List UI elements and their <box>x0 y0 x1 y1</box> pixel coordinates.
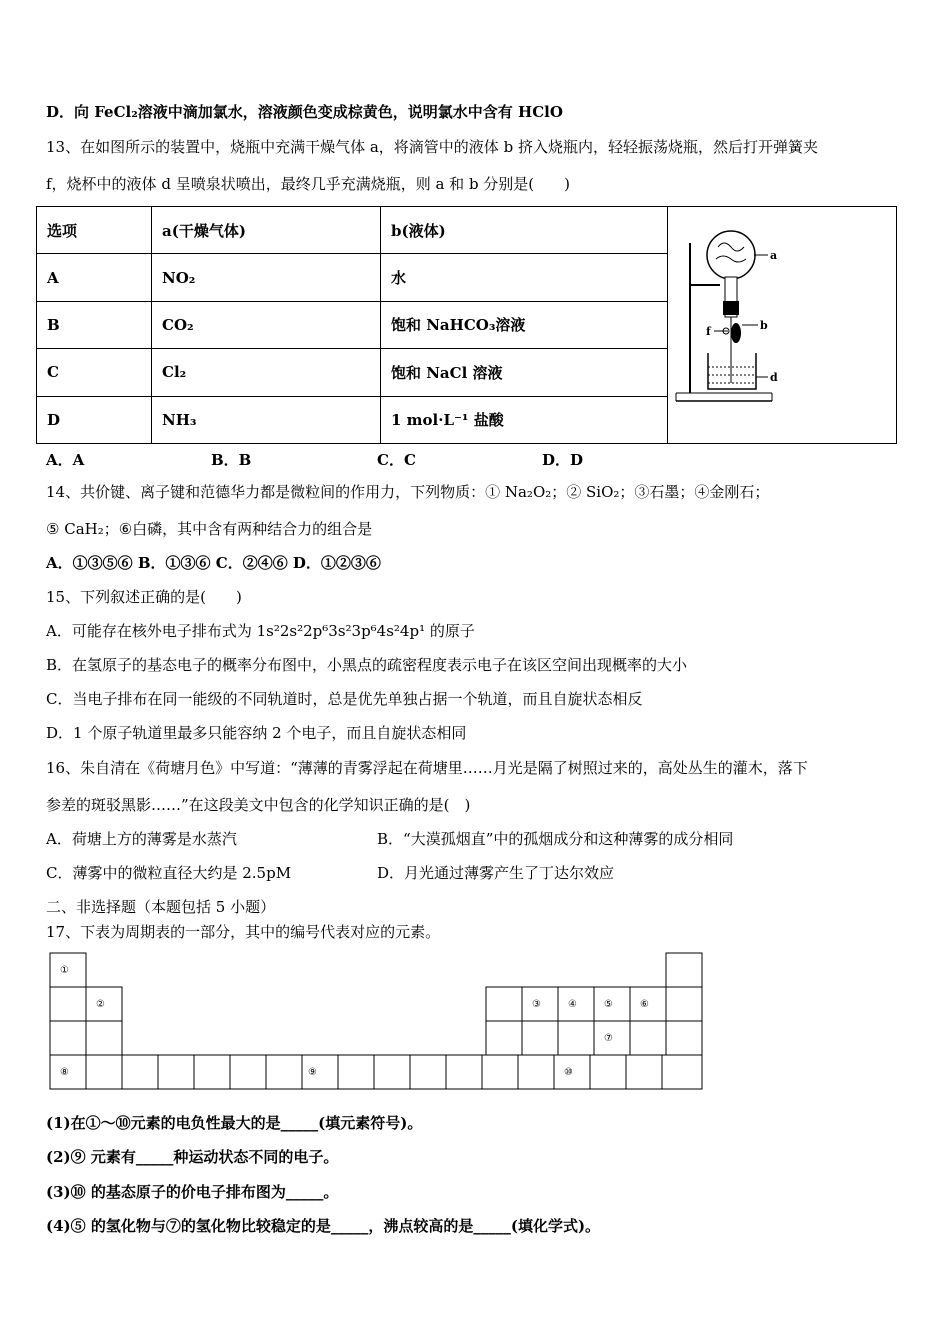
row-a-liquid: 水 <box>381 254 668 301</box>
q13-stem-line1: 13、在如图所示的装置中，烧瓶中充满干燥气体 a，将滴管中的液体 b 挤入烧瓶内，轻轻振荡烧瓶，然后打开弹簧夹 <box>46 138 818 156</box>
header-gas: a(干燥气体) <box>152 207 381 254</box>
element-mark-8: ⑧ <box>60 1067 69 1078</box>
q16-stem-line1: 16、朱自清在《荷塘月色》中写道：“薄薄的青雾浮起在荷塘里……月光是隔了树照过来的，高处丛生的灌木，落下 <box>46 759 808 777</box>
q17-part-4: (4)⑤ 的氢化物与⑦的氢化物比较稳定的是_____，沸点较高的是_____(填化学式)。 <box>46 1217 601 1235</box>
q17-part-1: (1)在①～⑩元素的电负性最大的是_____(填元素符号)。 <box>46 1114 423 1132</box>
q16-option-c: C．薄雾中的微粒直径大约是 2.5pM <box>46 864 292 882</box>
element-mark-6: ⑥ <box>640 999 649 1010</box>
q16-option-a: A．荷塘上方的薄雾是水蒸汽 <box>46 830 237 848</box>
periodic-table-fragment <box>48 951 704 1092</box>
header-liquid: b(液体) <box>381 207 668 254</box>
q15-option-c: C．当电子排布在同一能级的不同轨道时，总是优先单独占据一个轨道，而且自旋状态相反 <box>46 690 643 708</box>
row-a-gas: NO₂ <box>152 254 381 301</box>
element-mark-10: ⑩ <box>564 1067 573 1078</box>
q14-options: A．①③⑤⑥ B．①③⑥ C．②④⑥ D．①②③⑥ <box>46 554 381 572</box>
q17-part-3: (3)⑩ 的基态原子的价电子排布图为_____。 <box>46 1183 339 1201</box>
figure-label-a: a <box>770 249 778 262</box>
q13-stem-line2: f，烧杯中的液体 d 呈喷泉状喷出，最终几乎充满烧瓶，则 a 和 b 分别是( ) <box>46 175 571 193</box>
figure-label-d: d <box>770 371 778 384</box>
row-c-liquid: 饱和 NaCl 溶液 <box>381 349 668 396</box>
element-mark-3: ③ <box>532 999 541 1010</box>
q13-option-b: B．B <box>211 451 252 469</box>
fountain-apparatus-diagram <box>668 207 896 443</box>
q14-stem-line2: ⑤ CaH₂；⑥白磷，其中含有两种结合力的组合是 <box>46 520 373 538</box>
q13-option-c: C．C <box>377 451 416 469</box>
element-mark-7: ⑦ <box>604 1033 613 1044</box>
q15-option-b: B．在氢原子的基态电子的概率分布图中，小黑点的疏密程度表示电子在该区空间出现概率的大小 <box>46 656 688 674</box>
element-mark-5: ⑤ <box>604 999 613 1010</box>
q12-option-d: D．向 FeCl₂溶液中滴加氯水，溶液颜色变成棕黄色，说明氯水中含有 HClO <box>46 103 563 121</box>
row-a-option: A <box>37 254 152 301</box>
q13-option-d: D．D <box>542 451 584 469</box>
q17-part-2: (2)⑨ 元素有_____种运动状态不同的电子。 <box>46 1148 339 1166</box>
row-c-option: C <box>37 349 152 396</box>
q17-stem: 17、下表为周期表的一部分，其中的编号代表对应的元素。 <box>46 923 441 941</box>
row-b-gas: CO₂ <box>152 301 381 348</box>
apparatus-figure <box>668 207 897 444</box>
element-mark-9: ⑨ <box>308 1067 317 1078</box>
element-mark-2: ② <box>96 999 105 1010</box>
row-b-option: B <box>37 301 152 348</box>
q13-option-a: A．A <box>46 451 85 469</box>
q15-stem: 15、下列叙述正确的是( ) <box>46 588 242 606</box>
row-c-gas: Cl₂ <box>152 349 381 396</box>
row-d-option: D <box>37 396 152 443</box>
q15-option-a: A．可能存在核外电子排布式为 1s²2s²2p⁶3s²3p⁶4s²4p¹ 的原子 <box>46 622 475 640</box>
q16-option-d: D．月光通过薄雾产生了丁达尔效应 <box>377 864 615 882</box>
element-mark-4: ④ <box>568 999 577 1010</box>
q16-option-b: B．“大漠孤烟直”中的孤烟成分和这种薄雾的成分相同 <box>377 830 734 848</box>
figure-label-b: b <box>760 319 768 332</box>
section-2-heading: 二、非选择题（本题包括 5 小题） <box>46 898 276 916</box>
row-d-liquid: 1 mol·L⁻¹ 盐酸 <box>381 396 668 443</box>
q13-table <box>36 206 897 444</box>
q16-stem-line2: 参差的斑驳黑影……”在这段美文中包含的化学知识正确的是( ) <box>46 796 471 814</box>
element-mark-1: ① <box>60 965 69 976</box>
row-b-liquid: 饱和 NaHCO₃溶液 <box>381 301 668 348</box>
row-d-gas: NH₃ <box>152 396 381 443</box>
q15-option-d: D．1 个原子轨道里最多只能容纳 2 个电子，而且自旋状态相同 <box>46 724 467 742</box>
q14-stem-line1: 14、共价键、离子键和范德华力都是微粒间的作用力，下列物质：① Na₂O₂；② SiO₂；③石墨；④金刚石； <box>46 483 770 501</box>
figure-label-f: f <box>706 325 711 338</box>
header-option: 选项 <box>37 207 152 254</box>
